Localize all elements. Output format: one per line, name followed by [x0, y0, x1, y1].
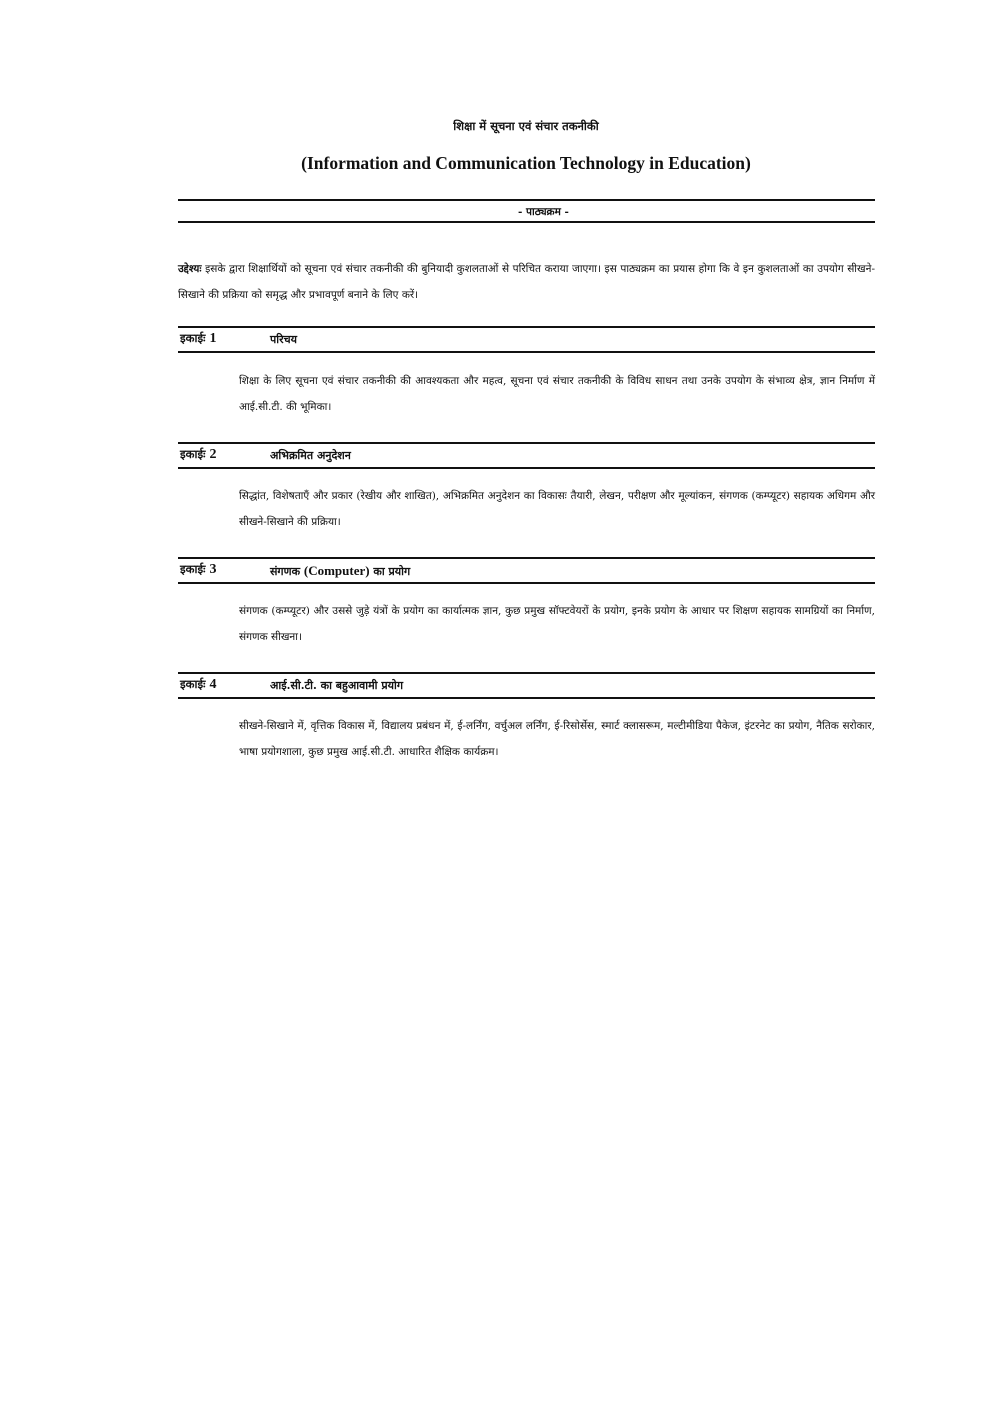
unit-title: [270, 332, 297, 347]
syllabus-heading-band: [178, 199, 875, 223]
unit-title-text: परिचय: [270, 333, 297, 346]
unit-number: [180, 677, 216, 693]
unit-number: [180, 447, 216, 463]
unit-title: [270, 678, 403, 693]
objective-paragraph: [178, 256, 875, 308]
unit-heading-band: [178, 672, 875, 699]
unit-label: इकाईः: [180, 331, 206, 345]
document-title-hindi: शिक्षा में सूचना एवं संचार तकनीकी: [453, 119, 599, 133]
unit-number: [180, 331, 216, 347]
objective-label: उद्देश्यः: [178, 263, 202, 275]
unit-number-value: 3: [209, 562, 217, 577]
syllabus-label: - पाठ्यक्रम -: [518, 206, 569, 218]
document-title-english: (Information and Communication Technology in Education): [301, 153, 751, 173]
unit-content: संगणक (कम्प्यूटर) और उससे जुड़े यंत्रों के प्रयोग का कार्यात्मक ज्ञान, कुछ प्रमुख सॉफ्टवेयरों के प्रयोग, इनके प्रयोग के आधार पर शिक्षण सहायक सामग्रियों का निर्माण, संगणक सीखना।: [239, 605, 875, 643]
unit-title-text: आई.सी.टी. का बहुआवामी प्रयोग: [270, 679, 404, 692]
unit-title-text: संगणक: [270, 565, 304, 578]
unit-title-english: (Computer): [303, 563, 370, 578]
unit-content: शिक्षा के लिए सूचना एवं संचार तकनीकी की आवश्यकता और महत्व, सूचना एवं संचार तकनीकी के विविध साधन तथा उनके उपयोग के संभाव्य क्षेत्र, ज्ञान निर्माण में आई.सी.टी. की भूमिका।: [239, 375, 875, 413]
unit-heading-band: [178, 557, 875, 584]
unit-label: इकाईः: [180, 447, 206, 461]
unit-title: [270, 563, 410, 579]
unit-heading-band: [178, 442, 875, 469]
unit-content: सीखने-सिखाने में, वृत्तिक विकास में, विद्यालय प्रबंधन में, ई-लर्निंग, वर्चुअल लर्निंग, ई-रिसोर्सेस, स्मार्ट क्लासरूम, मल्टीमीडिया पैकेज, इंटरनेट का प्रयोग, नैतिक सरोकार, भाषा प्रयोगशाला, कुछ प्रमुख आई.सी.टी. आधारित शैक्षिक कार्यक्रम।: [239, 720, 875, 758]
unit-title: [270, 448, 351, 463]
unit-title-suffix: का प्रयोग: [369, 565, 411, 578]
unit-number-value: 4: [209, 677, 217, 692]
unit-title-text: अभिक्रमित अनुदेशन: [270, 449, 351, 462]
unit-number: [180, 562, 216, 578]
unit-label: इकाईः: [180, 562, 206, 576]
unit-label: इकाईः: [180, 677, 206, 691]
unit-number-value: 1: [209, 331, 217, 346]
unit-content: सिद्धांत, विशेषताएँ और प्रकार (रेखीय और शाखित), अभिक्रमित अनुदेशन का विकासः तैयारी, लेखन, परीक्षण और मूल्यांकन, संगणक (कम्प्यूटर) सहायक अधिगम और सीखने-सिखाने की प्रक्रिया।: [239, 490, 875, 528]
objective-text: इसके द्वारा शिक्षार्थियों को सूचना एवं संचार तकनीकी की बुनियादी कुशलताओं से परिचित कराया जाएगा। इस पाठ्यक्रम का प्रयास होगा कि वे इन कुशलताओं का उपयोग सीखने-सिखाने की प्रक्रिया को समृद्ध और प्रभावपूर्ण बनाने के लिए करें।: [178, 263, 875, 301]
unit-number-value: 2: [209, 447, 217, 462]
unit-heading-band: [178, 326, 875, 353]
